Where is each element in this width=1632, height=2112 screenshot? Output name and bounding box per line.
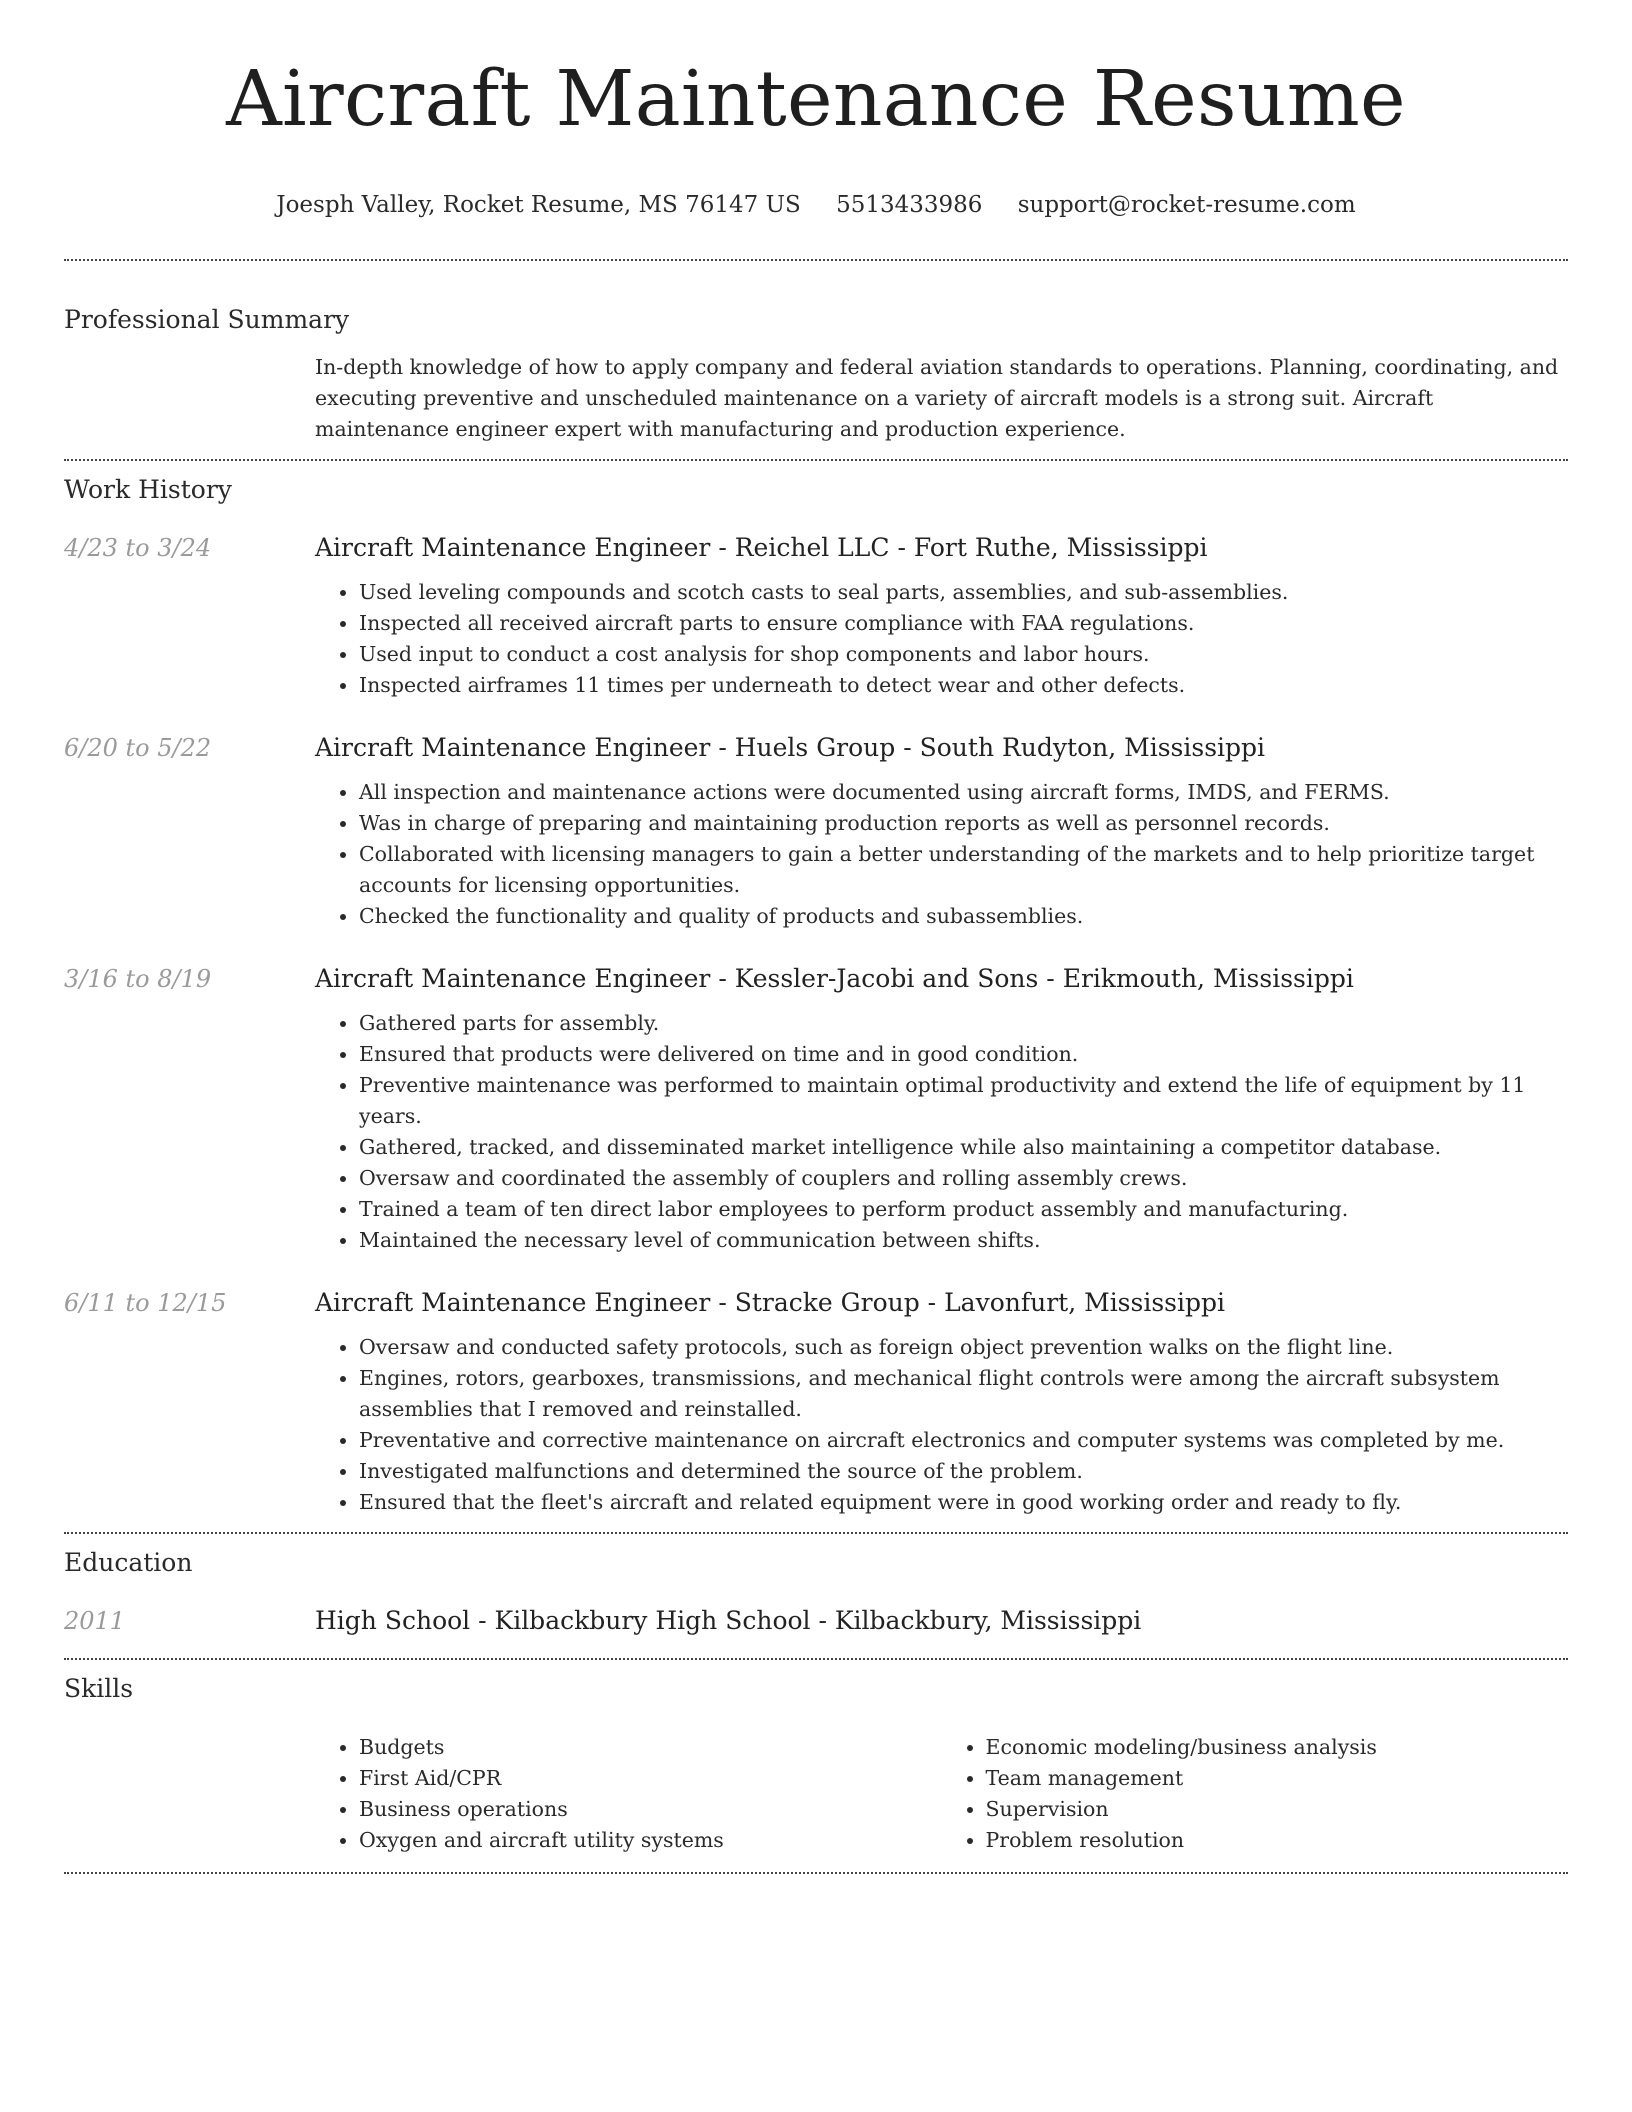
skill-item: • Problem resolution [986,1825,1569,1856]
divider [64,459,1568,461]
education-title: High School - Kilbackbury High School - Kilbackbury, Mississippi [315,1606,1142,1635]
section-title-work-history: Work History [64,475,232,504]
list-item: • Gathered, tracked, and disseminated market intelligence while also maintaining a competitor database. [359,1132,1568,1163]
list-item: • Ensured that the fleet's aircraft and related equipment were in good working order and ready to fly. [359,1487,1568,1518]
job-dates: 3/16 to 8/19 [64,965,212,993]
list-item: • Was in charge of preparing and maintaining production reports as well as personnel records. [359,808,1568,839]
skills-list-left [315,1732,942,1856]
education-entry [64,1604,1568,1638]
list-item: • Ensured that products were delivered on time and in good condition. [359,1039,1568,1070]
list-item: • All inspection and maintenance actions were documented using aircraft forms, IMDS, and FERMS. [359,777,1568,808]
divider [64,1872,1568,1874]
skill-item: • Business operations [359,1794,942,1825]
skill-item: • Budgets [359,1732,942,1763]
job-title: Aircraft Maintenance Engineer - Reichel LLC - Fort Ruthe, Mississippi [315,533,1208,562]
list-item: • Preventative and corrective maintenance on aircraft electronics and computer systems was completed by me. [359,1425,1568,1456]
skill-item: • First Aid/CPR [359,1763,942,1794]
divider [64,259,1568,261]
job-entry [64,1286,1568,1518]
skill-item: • Team management [986,1763,1569,1794]
divider [64,1658,1568,1660]
divider [64,1532,1568,1534]
skill-item: • Oxygen and aircraft utility systems [359,1825,942,1856]
job-bullet-list [315,577,1568,701]
job-bullet-list [315,1332,1568,1518]
job-bullet-list [315,777,1568,932]
skills-grid [315,1732,1568,1856]
list-item: • Used leveling compounds and scotch casts to seal parts, assemblies, and sub-assemblies. [359,577,1568,608]
job-title: Aircraft Maintenance Engineer - Kessler-Jacobi and Sons - Erikmouth, Mississippi [315,964,1354,993]
list-item: • Oversaw and conducted safety protocols, such as foreign object prevention walks on the flight line. [359,1332,1568,1363]
skills-list-right [942,1732,1569,1856]
list-item: • Collaborated with licensing managers to gain a better understanding of the markets and to help prioritize target accounts for licensing opportunities. [359,839,1568,901]
education-year: 2011 [64,1607,126,1635]
list-item: • Preventive maintenance was performed to maintain optimal productivity and extend the life of equipment by 11 years. [359,1070,1568,1132]
job-title: Aircraft Maintenance Engineer - Stracke Group - Lavonfurt, Mississippi [315,1288,1225,1317]
list-item: • Trained a team of ten direct labor employees to perform product assembly and manufacturing. [359,1194,1568,1225]
contact-phone: 5513433986 [836,192,983,218]
job-dates: 6/20 to 5/22 [64,734,212,762]
resume-page [64,0,1568,1874]
job-entry [64,531,1568,701]
list-item: • Inspected airframes 11 times per underneath to detect wear and other defects. [359,670,1568,701]
contact-email: support@rocket-resume.com [1017,192,1356,218]
job-dates: 6/11 to 12/15 [64,1289,227,1317]
list-item: • Inspected all received aircraft parts to ensure compliance with FAA regulations. [359,608,1568,639]
skill-item: • Supervision [986,1794,1569,1825]
list-item: • Maintained the necessary level of communication between shifts. [359,1225,1568,1256]
job-entry [64,962,1568,1256]
section-title-summary: Professional Summary [64,305,350,334]
job-entry [64,731,1568,932]
list-item: • Investigated malfunctions and determined the source of the problem. [359,1456,1568,1487]
list-item: • Gathered parts for assembly. [359,1008,1568,1039]
list-item: • Oversaw and coordinated the assembly of couplers and rolling assembly crews. [359,1163,1568,1194]
list-item: • Checked the functionality and quality of products and subassemblies. [359,901,1568,932]
list-item: • Used input to conduct a cost analysis for shop components and labor hours. [359,639,1568,670]
page-title: Aircraft Maintenance Resume [226,55,1406,144]
job-bullet-list [315,1008,1568,1256]
job-title: Aircraft Maintenance Engineer - Huels Group - South Rudyton, Mississippi [315,733,1266,762]
list-item: • Engines, rotors, gearboxes, transmissions, and mechanical flight controls were among the aircraft subsystem assemblies that I removed and reinstalled. [359,1363,1568,1425]
contact-line [64,188,1568,222]
section-title-skills: Skills [64,1674,134,1703]
section-title-education: Education [64,1548,193,1577]
skill-item: • Economic modeling/business analysis [986,1732,1569,1763]
contact-address: Joesph Valley, Rocket Resume, MS 76147 US [276,192,801,218]
job-dates: 4/23 to 3/24 [64,534,212,562]
summary-text: In-depth knowledge of how to apply company and federal aviation standards to operations. Planning, coordinating, and executing preventive and unscheduled maintenance on a variety of aircraft models is a strong suit. Aircraft maintenance engineer expert with manufacturing and production experience. [315,355,1559,441]
